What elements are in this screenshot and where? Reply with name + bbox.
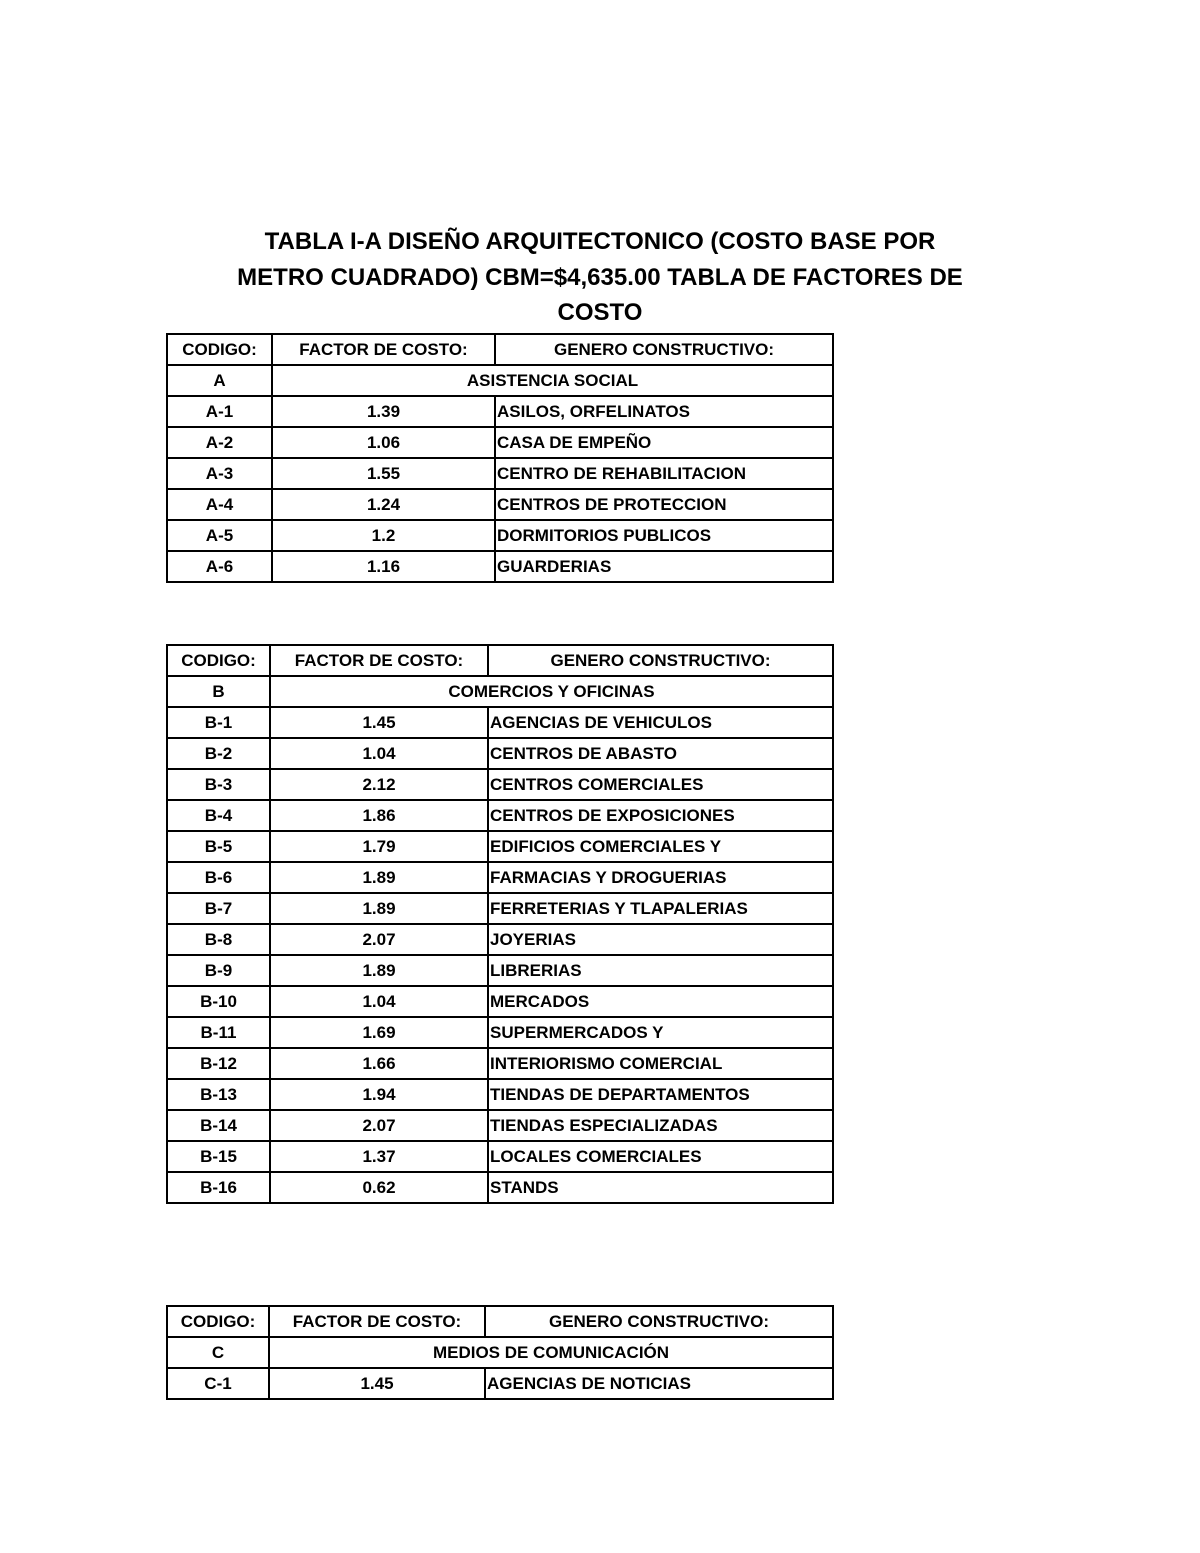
table-row bbox=[167, 1368, 833, 1399]
factor-cell: 1.55 bbox=[272, 458, 495, 489]
header-genero-constructivo: GENERO CONSTRUCTIVO: bbox=[495, 334, 833, 365]
factor-cell: 1.16 bbox=[272, 551, 495, 582]
table-header-row bbox=[167, 645, 833, 676]
group-code-cell: A bbox=[167, 365, 272, 396]
factor-cell: 0.62 bbox=[270, 1172, 488, 1203]
genre-cell: FARMACIAS Y DROGUERIAS bbox=[488, 862, 833, 893]
header-codigo: CODIGO: bbox=[167, 334, 272, 365]
title-line-2: METRO CUADRADO) CBM=$4,635.00 TABLA DE FACTORES DE bbox=[237, 263, 963, 291]
genre-cell: EDIFICIOS COMERCIALES Y bbox=[488, 831, 833, 862]
genre-cell: AGENCIAS DE NOTICIAS bbox=[485, 1368, 833, 1399]
genre-cell: TIENDAS DE DEPARTAMENTOS bbox=[488, 1079, 833, 1110]
group-name-cell: MEDIOS DE COMUNICACIÓN bbox=[269, 1337, 833, 1368]
factor-cell: 1.45 bbox=[269, 1368, 485, 1399]
factor-cell: 1.69 bbox=[270, 1017, 488, 1048]
table-row bbox=[167, 862, 833, 893]
code-cell: B-13 bbox=[167, 1079, 270, 1110]
header-factor-de-costo: FACTOR DE COSTO: bbox=[269, 1306, 485, 1337]
table-row bbox=[167, 831, 833, 862]
table-row bbox=[167, 489, 833, 520]
genre-cell: CENTRO DE REHABILITACION bbox=[495, 458, 833, 489]
table-group-row bbox=[167, 676, 833, 707]
header-factor-de-costo: FACTOR DE COSTO: bbox=[272, 334, 495, 365]
factor-cell: 1.04 bbox=[270, 738, 488, 769]
table-row bbox=[167, 955, 833, 986]
table-row bbox=[167, 427, 833, 458]
table-row bbox=[167, 924, 833, 955]
factor-cell: 2.07 bbox=[270, 1110, 488, 1141]
header-codigo: CODIGO: bbox=[167, 1306, 269, 1337]
header-factor-de-costo: FACTOR DE COSTO: bbox=[270, 645, 488, 676]
genre-cell: LOCALES COMERCIALES bbox=[488, 1141, 833, 1172]
table-row bbox=[167, 396, 833, 427]
code-cell: A-3 bbox=[167, 458, 272, 489]
code-cell: B-7 bbox=[167, 893, 270, 924]
group-name-cell: ASISTENCIA SOCIAL bbox=[272, 365, 833, 396]
table-row bbox=[167, 800, 833, 831]
table-row bbox=[167, 458, 833, 489]
factor-cell: 1.04 bbox=[270, 986, 488, 1017]
factor-cell: 1.37 bbox=[270, 1141, 488, 1172]
code-cell: B-9 bbox=[167, 955, 270, 986]
factor-cell: 1.94 bbox=[270, 1079, 488, 1110]
code-cell: B-3 bbox=[167, 769, 270, 800]
table-row bbox=[167, 1079, 833, 1110]
group-name-cell: COMERCIOS Y OFICINAS bbox=[270, 676, 833, 707]
table-row bbox=[167, 707, 833, 738]
genre-cell: TIENDAS ESPECIALIZADAS bbox=[488, 1110, 833, 1141]
factor-cell: 1.66 bbox=[270, 1048, 488, 1079]
group-code-cell: C bbox=[167, 1337, 269, 1368]
code-cell: B-15 bbox=[167, 1141, 270, 1172]
factor-cell: 1.86 bbox=[270, 800, 488, 831]
factor-cell: 1.89 bbox=[270, 862, 488, 893]
table-row bbox=[167, 1017, 833, 1048]
genre-cell: DORMITORIOS PUBLICOS bbox=[495, 520, 833, 551]
factor-cell: 1.79 bbox=[270, 831, 488, 862]
cost-table-asistencia-social bbox=[166, 333, 834, 583]
genre-cell: INTERIORISMO COMERCIAL bbox=[488, 1048, 833, 1079]
table-row bbox=[167, 1141, 833, 1172]
genre-cell: CASA DE EMPEÑO bbox=[495, 427, 833, 458]
table-row bbox=[167, 520, 833, 551]
code-cell: B-6 bbox=[167, 862, 270, 893]
genre-cell: CENTROS COMERCIALES bbox=[488, 769, 833, 800]
genre-cell: MERCADOS bbox=[488, 986, 833, 1017]
genre-cell: ASILOS, ORFELINATOS bbox=[495, 396, 833, 427]
genre-cell: LIBRERIAS bbox=[488, 955, 833, 986]
code-cell: A-2 bbox=[167, 427, 272, 458]
table-header-row bbox=[167, 1306, 833, 1337]
code-cell: A-4 bbox=[167, 489, 272, 520]
table-row bbox=[167, 738, 833, 769]
table-header-row bbox=[167, 334, 833, 365]
cost-table-comercios-oficinas bbox=[166, 644, 834, 1204]
code-cell: B-4 bbox=[167, 800, 270, 831]
code-cell: B-12 bbox=[167, 1048, 270, 1079]
factor-cell: 1.06 bbox=[272, 427, 495, 458]
title-line-3: COSTO bbox=[557, 299, 643, 326]
code-cell: B-1 bbox=[167, 707, 270, 738]
group-code-cell: B bbox=[167, 676, 270, 707]
code-cell: B-8 bbox=[167, 924, 270, 955]
genre-cell: FERRETERIAS Y TLAPALERIAS bbox=[488, 893, 833, 924]
genre-cell: GUARDERIAS bbox=[495, 551, 833, 582]
code-cell: A-6 bbox=[167, 551, 272, 582]
header-genero-constructivo: GENERO CONSTRUCTIVO: bbox=[488, 645, 833, 676]
table-row bbox=[167, 551, 833, 582]
code-cell: B-2 bbox=[167, 738, 270, 769]
genre-cell: CENTROS DE ABASTO bbox=[488, 738, 833, 769]
code-cell: B-14 bbox=[167, 1110, 270, 1141]
code-cell: C-1 bbox=[167, 1368, 269, 1399]
factor-cell: 1.2 bbox=[272, 520, 495, 551]
factor-cell: 1.89 bbox=[270, 955, 488, 986]
table-row bbox=[167, 769, 833, 800]
table-row bbox=[167, 986, 833, 1017]
genre-cell: CENTROS DE EXPOSICIONES bbox=[488, 800, 833, 831]
table-row bbox=[167, 1110, 833, 1141]
genre-cell: AGENCIAS DE VEHICULOS bbox=[488, 707, 833, 738]
document-title bbox=[200, 224, 1000, 331]
title-line-1: TABLA I-A DISEÑO ARQUITECTONICO (COSTO BASE POR bbox=[264, 228, 936, 255]
factor-cell: 1.45 bbox=[270, 707, 488, 738]
code-cell: B-16 bbox=[167, 1172, 270, 1203]
factor-cell: 1.89 bbox=[270, 893, 488, 924]
factor-cell: 1.24 bbox=[272, 489, 495, 520]
code-cell: B-10 bbox=[167, 986, 270, 1017]
genre-cell: JOYERIAS bbox=[488, 924, 833, 955]
code-cell: B-5 bbox=[167, 831, 270, 862]
header-genero-constructivo: GENERO CONSTRUCTIVO: bbox=[485, 1306, 833, 1337]
code-cell: A-1 bbox=[167, 396, 272, 427]
table-group-row bbox=[167, 365, 833, 396]
table-row bbox=[167, 893, 833, 924]
factor-cell: 2.12 bbox=[270, 769, 488, 800]
factor-cell: 2.07 bbox=[270, 924, 488, 955]
table-row bbox=[167, 1172, 833, 1203]
genre-cell: CENTROS DE PROTECCION bbox=[495, 489, 833, 520]
factor-cell: 1.39 bbox=[272, 396, 495, 427]
code-cell: A-5 bbox=[167, 520, 272, 551]
table-row bbox=[167, 1048, 833, 1079]
code-cell: B-11 bbox=[167, 1017, 270, 1048]
header-codigo: CODIGO: bbox=[167, 645, 270, 676]
cost-table-medios-comunicacion bbox=[166, 1305, 834, 1400]
genre-cell: SUPERMERCADOS Y bbox=[488, 1017, 833, 1048]
genre-cell: STANDS bbox=[488, 1172, 833, 1203]
table-group-row bbox=[167, 1337, 833, 1368]
